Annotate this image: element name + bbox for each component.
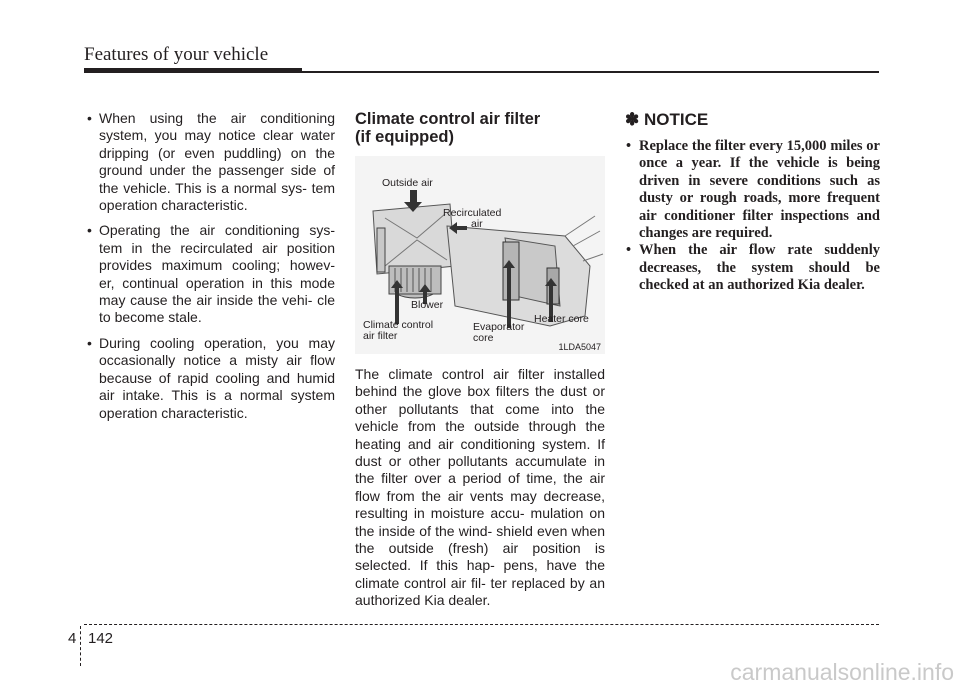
- section-heading: [355, 110, 605, 146]
- label-filter-line1: Climate control: [363, 319, 434, 331]
- header-rule: [84, 71, 879, 73]
- list-item: • Operating the air conditioning sys- tem in the recirculated air position provides maximum cooling; howev- er, continual operation in this mode may cause the air inside the vehi- cle to become stale.: [85, 222, 335, 326]
- chapter-number: 4: [68, 630, 77, 647]
- list-item: • When using the air conditioning system, you may notice clear water dripping (or even puddling) on the ground under the passenger side of the vehicle. This is a normal sys- tem operation characteristic.: [85, 110, 335, 214]
- notice-icon: ✽: [625, 110, 640, 129]
- section-heading-line1: Climate control air filter: [355, 110, 541, 128]
- footer-rule: [84, 624, 879, 625]
- figure-code: 1LDA5047: [558, 342, 601, 352]
- label-outside-air: Outside air: [382, 177, 433, 189]
- middle-column: [355, 110, 605, 610]
- list-item: • When the air flow rate suddenly decreases, the system should be checked at an authorized Kia dealer.: [625, 242, 880, 294]
- page-number: 142: [88, 630, 114, 647]
- label-filter-line2: air filter: [363, 330, 398, 342]
- label-recirculated-line1: Recirculated: [443, 207, 502, 219]
- header-title: Features of your vehicle: [84, 44, 269, 65]
- label-recirculated-line2: air: [471, 218, 483, 230]
- label-evaporator-line1: Evaporator: [473, 321, 525, 333]
- left-column: [85, 110, 335, 430]
- hvac-diagram: [355, 156, 605, 354]
- notice-list: [625, 138, 880, 295]
- list-item: • Replace the filter every 15,000 miles or once a year. If the vehicle is being driven in severe conditions such as dusty or rough roads, more frequent air conditioner filter inspections and changes are required.: [625, 138, 880, 242]
- label-evaporator-line2: core: [473, 332, 494, 344]
- section-heading-line2: (if equipped): [355, 128, 454, 146]
- right-column: [625, 110, 880, 295]
- label-blower: Blower: [411, 299, 444, 311]
- notice-title: NOTICE: [643, 110, 709, 129]
- notice-heading: [625, 110, 880, 130]
- list-item: • During cooling operation, you may occasionally notice a misty air flow because of rapid cooling and humid air intake. This is a normal system operation characteristic.: [85, 335, 335, 422]
- footer-divider: [80, 626, 81, 666]
- watermark: carmanualsonline.info: [730, 659, 954, 685]
- label-heater-core: Heater core: [534, 313, 589, 325]
- filter-description: The climate control air filter installed behind the glove box filters the dust or other pollutants that come into the vehicle from the outside through the heating and air conditioning system. If dust or other pollutants accumulate in the filter over a period of time, the air flow from the air vents may decrease, resulting in moisture accu- mulation on the inside of the wind- shield even when the outside (fresh) air position is selected. If this hap- pens, have the climate control air fil- ter replaced by an authorized Kia dealer.: [355, 366, 605, 609]
- ac-notes-list: [85, 110, 335, 422]
